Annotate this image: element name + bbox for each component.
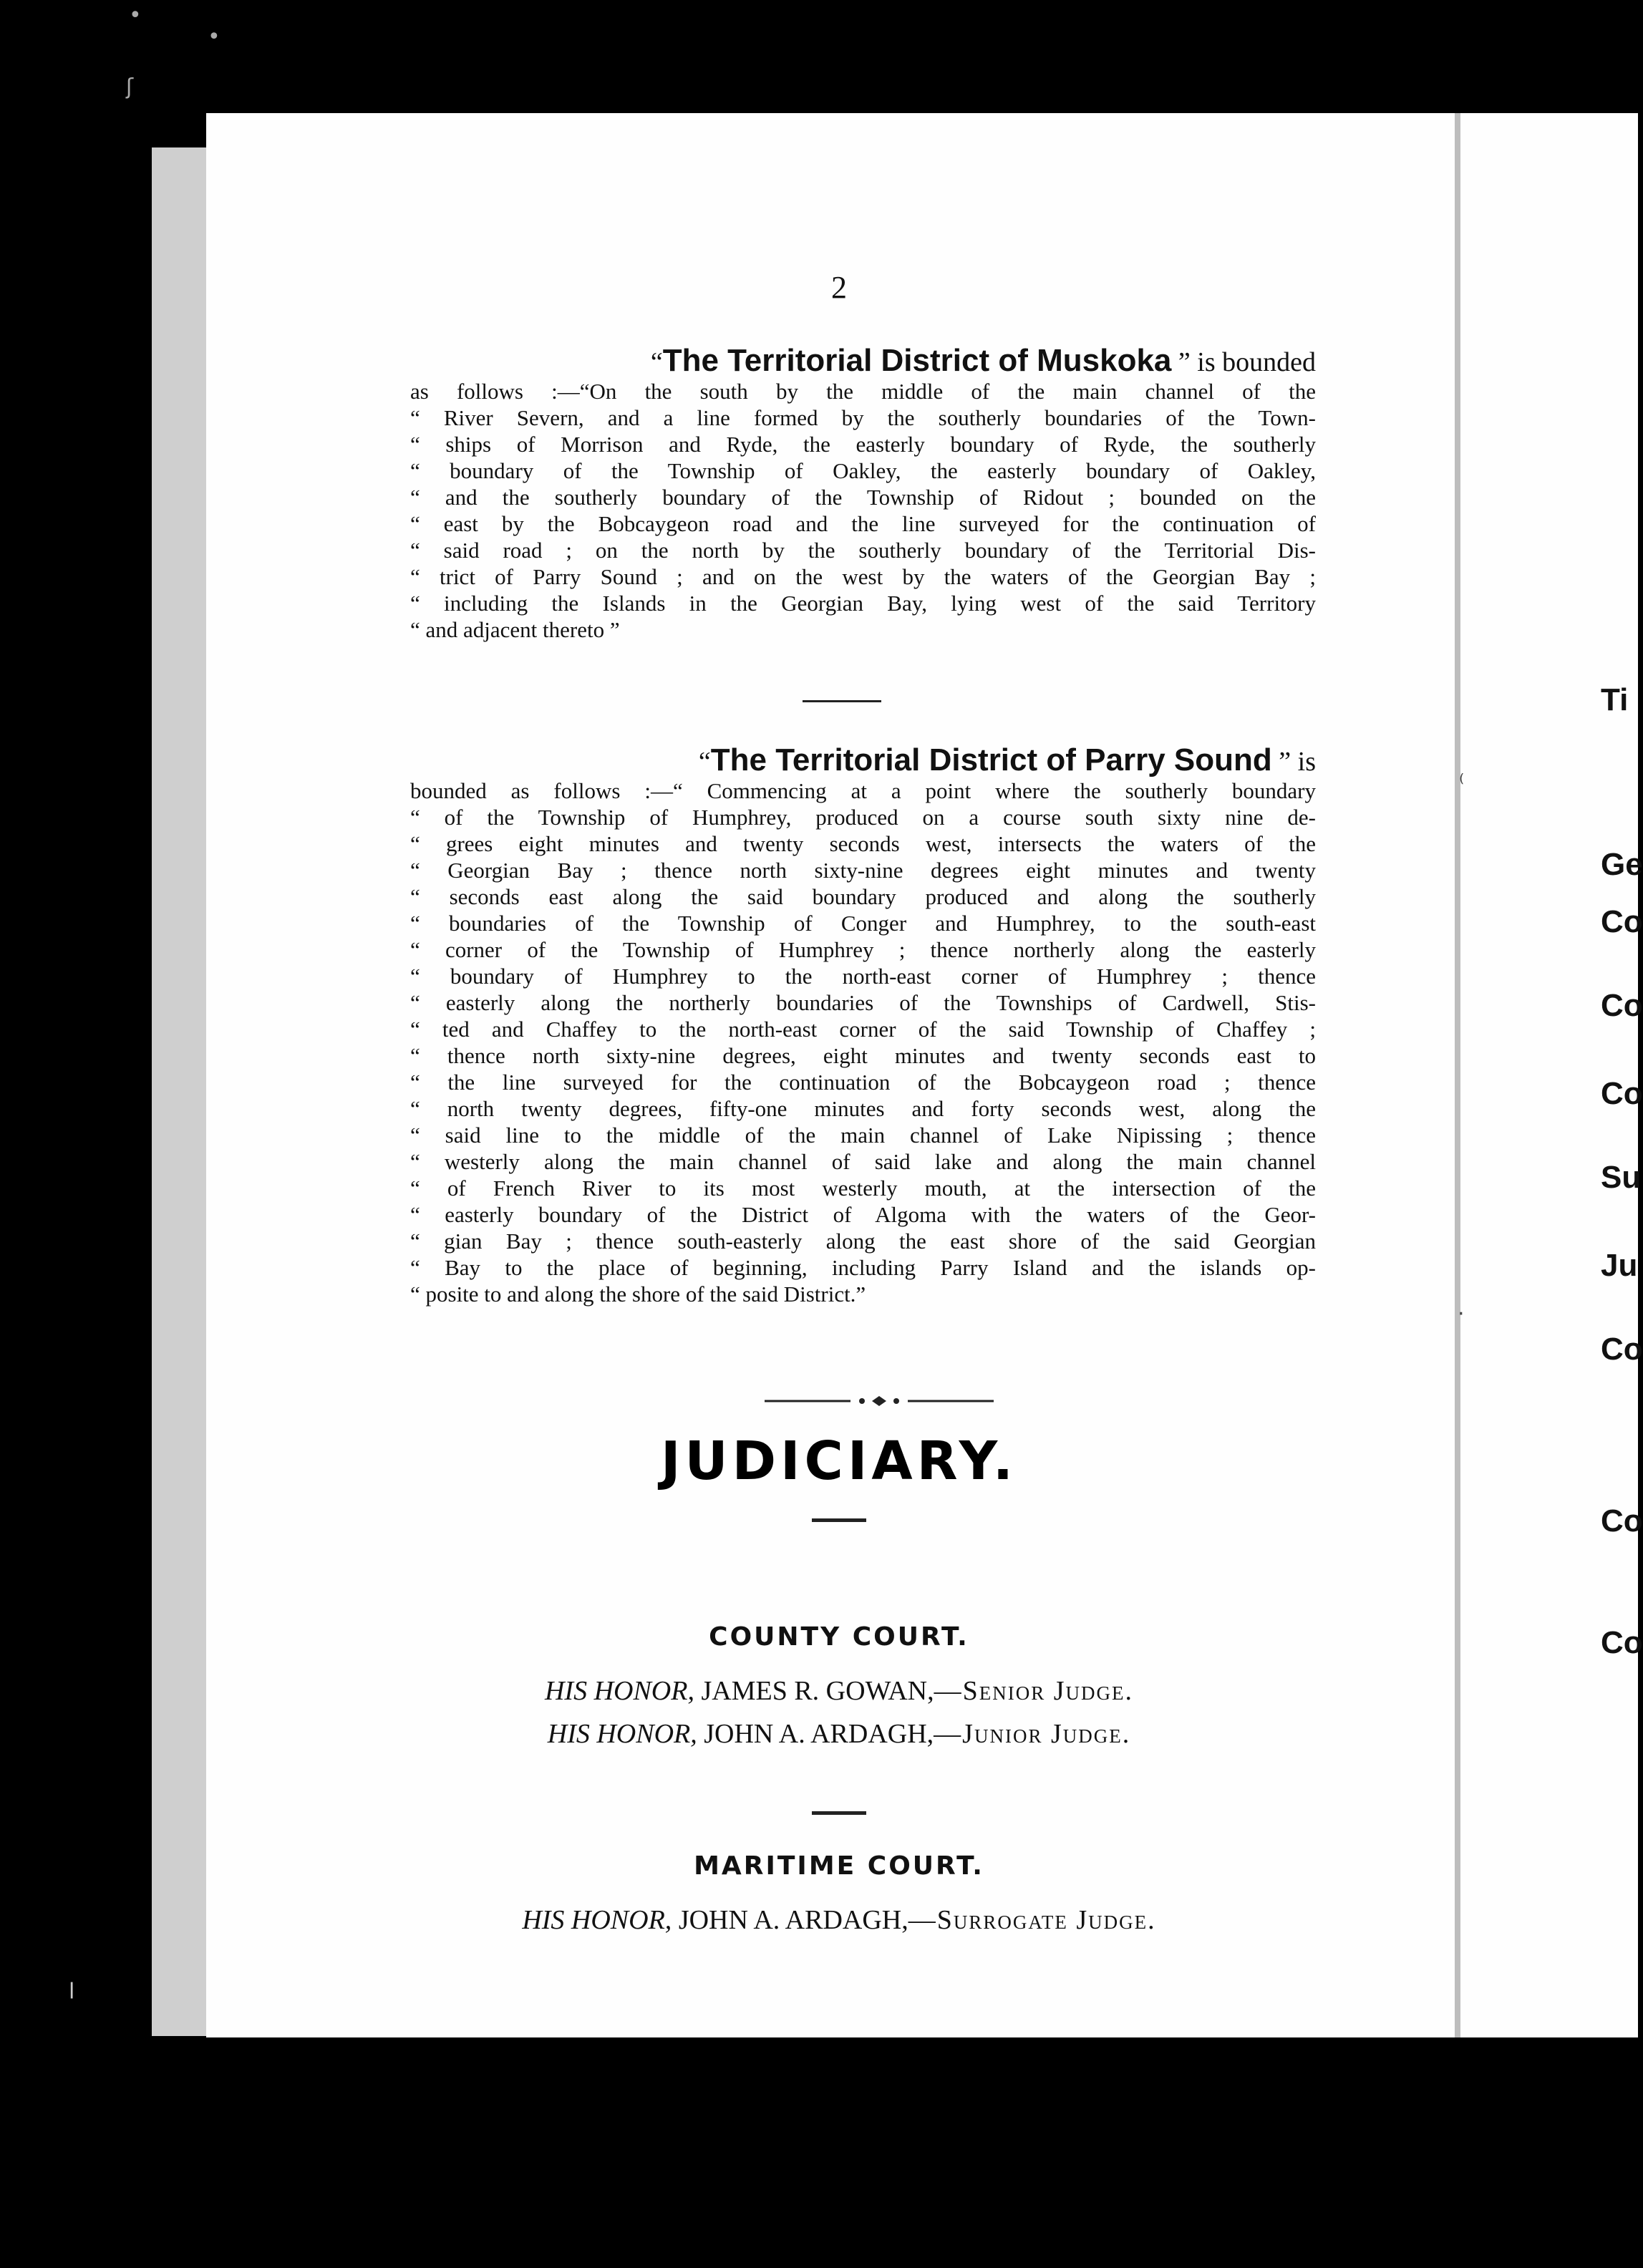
- facing-page: [1458, 113, 1643, 2037]
- body-line: “ of the Township of Humphrey, produced on a course south sixty nine de-: [410, 805, 1316, 830]
- body-line: “ and adjacent thereto ”: [410, 617, 620, 642]
- judge-role: —Surrogate Judge.: [908, 1905, 1156, 1935]
- judiciary-title: JUDICIARY.: [660, 1430, 1018, 1492]
- section-heading: [410, 743, 1316, 777]
- scan-mark: ꞁ: [69, 1974, 75, 2000]
- scan-speck: •: [208, 24, 220, 49]
- maritime-court-heading: MARITIME COURT.: [694, 1851, 984, 1881]
- muskoka-section: [410, 344, 1316, 643]
- judge-honorific: HIS HONOR,: [522, 1905, 672, 1935]
- judge-honorific: HIS HONOR,: [544, 1676, 694, 1706]
- section-title: The Territorial District of Muskoka: [662, 343, 1172, 378]
- judge-role: —Junior Judge.: [934, 1719, 1131, 1749]
- body-line: “ of French River to its most westerly mouth, at the intersection of the: [410, 1176, 1316, 1201]
- body-line: as follows :—“On the south by the middle of the main channel of the: [410, 379, 1316, 404]
- judge-entry: [206, 1675, 1472, 1707]
- body-line: “ boundary of Humphrey to the north-east corner of Humphrey ; thence: [410, 964, 1316, 989]
- facing-page-fragment: Su: [1601, 1160, 1642, 1195]
- document-page: [206, 113, 1472, 2037]
- body-line: “ said road ; on the north by the southerly boundary of the Territorial Dis-: [410, 538, 1316, 563]
- body-line: bounded as follows :—“ Commencing at a point where the southerly boundary: [410, 778, 1316, 803]
- body-line: “ thence north sixty-nine degrees, eight minutes and twenty seconds east to: [410, 1043, 1316, 1068]
- body-line: “ seconds east along the said boundary produced and along the southerly: [410, 884, 1316, 909]
- facing-page-fragment: Ti: [1601, 682, 1629, 717]
- scan-speck: •: [129, 3, 142, 28]
- body-line: “ ships of Morrison and Ryde, the easterly boundary of Ryde, the southerly: [410, 432, 1316, 457]
- county-court-heading: COUNTY COURT.: [709, 1622, 969, 1652]
- facing-page-fragment: Co: [1601, 1625, 1643, 1660]
- judge-entry: [206, 1718, 1472, 1750]
- facing-page-fragment: Co: [1601, 904, 1643, 939]
- open-quote: “: [650, 347, 663, 377]
- body-line: “ River Severn, and a line formed by the southerly boundaries of the Town-: [410, 405, 1316, 430]
- body-line: “ boundary of the Township of Oakley, the easterly boundary of Oakley,: [410, 458, 1316, 483]
- section-divider: [803, 700, 881, 702]
- body-line: “ and the southerly boundary of the Township of Ridout ; bounded on the: [410, 485, 1316, 510]
- heading-continuation: is bounded: [1190, 347, 1316, 377]
- facing-page-fragment: Ge: [1601, 847, 1643, 882]
- body-line: “ gian Bay ; thence south-easterly along the east shore of the said Georgian: [410, 1228, 1316, 1254]
- facing-page-fragment: Co: [1601, 1332, 1643, 1367]
- body-line: “ easterly boundary of the District of Algoma with the waters of the Geor-: [410, 1202, 1316, 1227]
- body-line: “ boundaries of the Township of Conger and Humphrey, to the south-east: [410, 911, 1316, 936]
- judge-name: JAMES R. GOWAN,: [694, 1676, 934, 1706]
- body-line: “ westerly along the main channel of said lake and along the main channel: [410, 1149, 1316, 1174]
- body-line: “ north twenty degrees, fifty-one minutes and forty seconds west, along the: [410, 1096, 1316, 1121]
- parry-sound-section: [410, 743, 1316, 1307]
- scan-mark: ʃ: [126, 74, 134, 100]
- short-divider: [812, 1518, 866, 1522]
- scan-mark: ·: [1458, 1302, 1465, 1327]
- body-line: “ the line surveyed for the continuation of the Bobcaygeon road ; thence: [410, 1070, 1316, 1095]
- facing-page-fragment: Co: [1601, 988, 1643, 1023]
- body-line: “ trict of Parry Sound ; and on the west by the waters of the Georgian Bay ;: [410, 564, 1316, 589]
- close-quote: ”: [1271, 747, 1291, 777]
- short-divider: [812, 1811, 866, 1815]
- body-line: “ ted and Chaffey to the north-east corner of the said Township of Chaffey ;: [410, 1017, 1316, 1042]
- judge-honorific: HIS HONOR,: [547, 1719, 697, 1749]
- body-line: “ corner of the Township of Humphrey ; thence northerly along the easterly: [410, 937, 1316, 962]
- book-spine: [1455, 113, 1460, 2037]
- facing-page-fragment: Ju: [1601, 1248, 1638, 1283]
- body-line: “ grees eight minutes and twenty seconds west, intersects the waters of the: [410, 831, 1316, 856]
- open-quote: “: [698, 747, 711, 777]
- page-number: 2: [831, 270, 847, 305]
- facing-page-fragment: Co: [1601, 1076, 1643, 1111]
- body-line: “ including the Islands in the Georgian Bay, lying west of the said Territory: [410, 591, 1316, 616]
- judge-name: JOHN A. ARDAGH,: [697, 1719, 934, 1749]
- body-line: “ Georgian Bay ; thence north sixty-nine degrees eight minutes and twenty: [410, 858, 1316, 883]
- judge-role: —Senior Judge.: [934, 1676, 1134, 1706]
- section-heading: [410, 344, 1316, 378]
- body-line: “ Bay to the place of beginning, including Parry Island and the islands op-: [410, 1255, 1316, 1280]
- body-line: “ said line to the middle of the main channel of Lake Nipissing ; thence: [410, 1123, 1316, 1148]
- ornament-divider: [765, 1394, 994, 1408]
- close-quote: ”: [1171, 347, 1191, 377]
- heading-continuation: is: [1291, 747, 1316, 777]
- body-line: “ easterly along the northerly boundaries of the Townships of Cardwell, Stis-: [410, 990, 1316, 1015]
- judge-entry: [206, 1904, 1472, 1936]
- scan-mark: ⁽: [1459, 770, 1465, 795]
- facing-page-fragment: Co: [1601, 1503, 1643, 1538]
- body-line: “ east by the Bobcaygeon road and the line surveyed for the continuation of: [410, 511, 1316, 536]
- body-line: “ posite to and along the shore of the said District.”: [410, 1281, 866, 1307]
- judge-name: JOHN A. ARDAGH,: [672, 1905, 908, 1935]
- section-title: The Territorial District of Parry Sound: [710, 742, 1272, 777]
